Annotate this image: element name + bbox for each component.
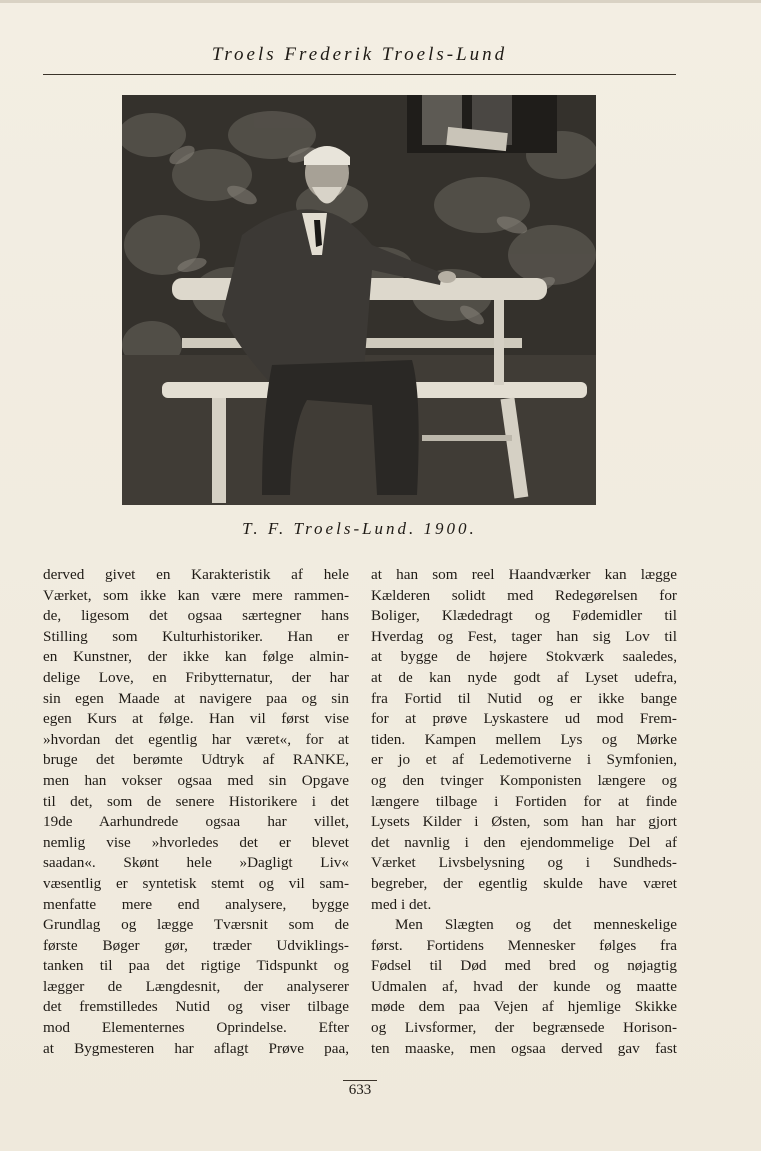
text-line: Udmalen af, hvad der kunde og maatte	[371, 977, 677, 995]
text-line: Kælderen solidt med Redegørelsen for	[371, 586, 677, 604]
right-text-column	[371, 565, 677, 1059]
text-line: at Bygmesteren har aflagt Prøve paa,	[43, 1039, 349, 1057]
text-line: Lysets Kilder i Østen, som han har gjort	[371, 813, 677, 831]
text-line: ten maaske, men ogsaa derved gav fast	[371, 1039, 677, 1057]
text-line: men han vokser ogsaa med sin Opgave	[43, 771, 349, 789]
text-line: mod Elementernes Oprindelse. Efter	[43, 1019, 349, 1037]
text-line: Fødsel til Død med bred og nøjagtig	[371, 957, 677, 975]
text-line: med i det.	[371, 895, 432, 913]
text-line: bruge det berømte Udtryk af RANKE,	[43, 751, 349, 769]
text-line: de, ligesom det ogsaa særtegner hans	[43, 607, 349, 625]
text-line: for at prøve Lyskastere ud mod Frem-	[371, 710, 677, 728]
text-line: Værket, som ikke kan være mere rammen-	[43, 586, 349, 604]
text-line: egen Kurs at følge. Han vil først vise	[43, 710, 349, 728]
text-line: lægger de Længdesnit, der analyserer	[43, 977, 349, 995]
text-line: Hverdag og Fest, tager han sig Lov til	[371, 627, 677, 645]
text-line: Grundlag og lægge Tværsnit som de	[43, 916, 349, 934]
text-line: og den tvinger Komponisten længere og	[371, 771, 677, 789]
page-number: 633	[348, 1082, 372, 1098]
text-line: først. Fortidens Mennesker følges fra	[371, 936, 677, 954]
text-line: Værket Livsbelysning og i Sundheds-	[371, 854, 677, 872]
text-line: tiden. Kampen mellem Lys og Mørke	[371, 730, 677, 748]
photo-caption: T. F. Troels-Lund. 1900.	[242, 519, 477, 538]
text-line: til det, som de senere Historikere i det	[43, 792, 349, 810]
text-line: Men Slægten og det menneskelige	[395, 916, 677, 934]
running-head: Troels Frederik Troels-Lund	[211, 44, 508, 65]
text-line: det navnlig i den ejendommelige Del af	[371, 833, 677, 851]
text-line: at han som reel Haandværker kan lægge	[371, 566, 677, 583]
text-line: Boliger, Klædedragt og Fødemidler til	[371, 607, 677, 625]
text-line: tanken til paa det rigtige Tidspunkt og	[43, 957, 349, 975]
text-line: 19de Aarhundrede ogsaa har villet,	[43, 813, 349, 831]
text-line: møde dem paa Vejen af hjemlige Skikke	[371, 998, 677, 1016]
text-line: nemlig vise »hvorledes det er blevet	[43, 833, 349, 851]
text-line: saadan«. Skønt hele »Dagligt Liv«	[43, 854, 349, 872]
text-line: at bygge de højere Stokværk saaledes,	[371, 648, 677, 666]
text-line: væsentlig er syntetisk stemt og vil sam-	[43, 874, 349, 892]
text-line: fra Fortid til Nutid og er ikke bange	[371, 689, 677, 707]
portrait-photo	[122, 95, 596, 505]
text-line: første Bøger gør, træder Udviklings-	[43, 936, 349, 954]
text-line: delige Love, en Fribytternatur, der har	[43, 668, 349, 686]
text-line: begreber, der egentlig skulde have været	[371, 874, 677, 892]
text-line: længere tilbage i Fortiden for at finde	[371, 792, 677, 810]
text-line: at de kan nyde godt af Lyset udefra,	[371, 668, 677, 686]
text-line: Stilling som Kulturhistoriker. Han er	[43, 627, 349, 645]
text-line: menfatte mere end analysere, bygge	[43, 895, 349, 913]
text-line: derved givet en Karakteristik af hele	[43, 566, 349, 583]
text-line: og Livsformer, der begrænsede Horison-	[371, 1019, 677, 1037]
text-line: »hvordan det egentlig har været«, for at	[43, 730, 349, 748]
header-rule	[43, 74, 676, 75]
text-line: er jo et af Ledemotiverne i Symfonien,	[371, 751, 677, 769]
text-line: en Kunstner, der ikke kan følge almin-	[43, 648, 349, 666]
folio-rule	[343, 1080, 377, 1081]
page-top-edge	[0, 0, 761, 3]
portrait-illustration	[122, 95, 596, 505]
left-text-column	[43, 565, 349, 1059]
text-line: det fremstilledes Nutid og viser tilbage	[43, 998, 349, 1016]
text-line: sin egen Maade at navigere paa og sin	[43, 689, 349, 707]
